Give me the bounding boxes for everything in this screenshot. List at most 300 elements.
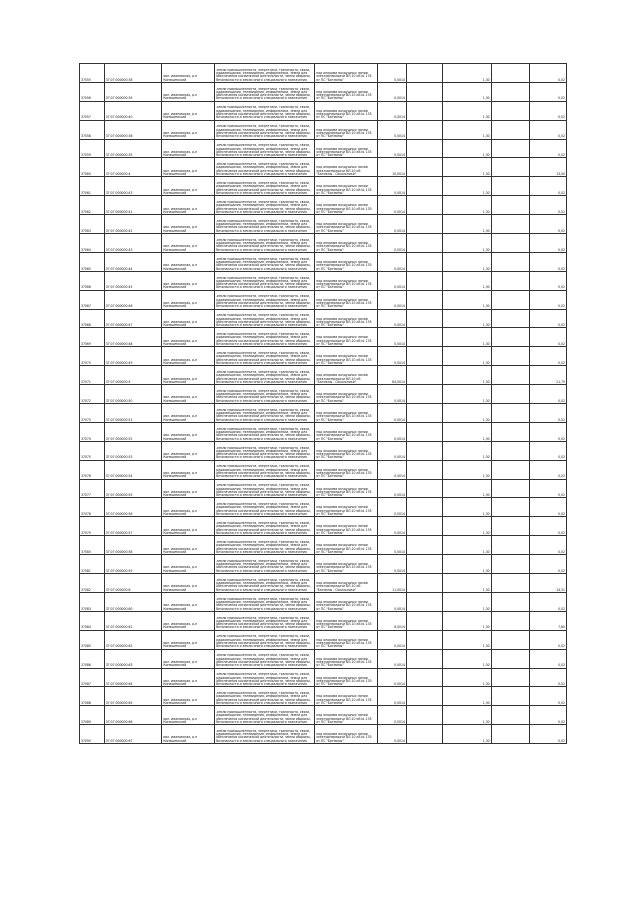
land-category-cell: Земли промышленности, энергетики, транспорта, связи, радиовещания, телевидения, информатики, земли для обеспечения космической деятельности, земли обороны, безопасности и земли иного специального назначения: [215, 290, 315, 309]
row-number: 37090: [80, 725, 105, 744]
empty-cell: [491, 120, 530, 139]
land-category-cell: Земли промышленности, энергетики, транспорта, связи, радиовещания, телевидения, информатики, земли для обеспечения космической деятельности, земли обороны, безопасности и земли иного специального назначения: [215, 687, 315, 706]
empty-cell: [491, 158, 530, 177]
empty-cell: [491, 177, 530, 196]
cadastral-number: 37:07:000000:45: [104, 271, 162, 290]
value-cell: 7,80: [530, 611, 567, 630]
row-number: 37057: [80, 101, 105, 120]
permitted-use-cell: под опорами воздушных линий электропередачи ВЛ-10 кВ № 135 от ПС "Батманы": [315, 422, 377, 441]
land-category-cell: Земли промышленности, энергетики, транспорта, связи, радиовещания, телевидения, информатики, земли для обеспечения космической деятельности, земли обороны, безопасности и земли иного специального назначения: [215, 630, 315, 649]
land-category-cell: Земли промышленности, энергетики, транспорта, связи, радиовещания, телевидения, информатики, земли для обеспечения космической деятельности, земли обороны, безопасности и земли иного специального назначения: [215, 385, 315, 404]
address-cell: обл. Ивановская, р-н Кинешемский: [162, 687, 215, 706]
empty-cell: [406, 120, 442, 139]
value-cell: 0,02: [530, 592, 567, 611]
empty-cell: [406, 234, 442, 253]
rate-cell: 1,30: [443, 215, 491, 234]
rate-cell: 1,30: [443, 725, 491, 744]
rate-cell: 1,30: [443, 366, 491, 385]
empty-cell: [406, 517, 442, 536]
empty-cell: [406, 271, 442, 290]
value-cell: 0,02: [530, 498, 567, 517]
land-category-cell: Земли промышленности, энергетики, транспорта, связи, радиовещания, телевидения, информатики, земли для обеспечения космической деятельности, земли обороны, безопасности и земли иного специального назначения: [215, 101, 315, 120]
permitted-use-cell: под опорами воздушных линий электропередачи ВЛ-10 кВ № 135 от ПС "Батманы": [315, 385, 377, 404]
value-cell: 0,02: [530, 196, 567, 215]
address-cell: обл. Ивановская, р-н Кинешемский: [162, 404, 215, 423]
rate-cell: 1,30: [443, 555, 491, 574]
table-row: [80, 234, 567, 253]
row-number: 37089: [80, 706, 105, 725]
address-cell: обл. Ивановская, р-н Кинешемский: [162, 309, 215, 328]
rate-cell: 1,30: [443, 101, 491, 120]
area-cell: 0,0014: [377, 441, 406, 460]
empty-cell: [406, 404, 442, 423]
empty-cell: [491, 630, 530, 649]
permitted-use-cell: под опорами воздушных линий электропередачи ВЛ-10 кВ № 135 от ПС "Батманы": [315, 101, 377, 120]
area-cell: 0,0014: [377, 215, 406, 234]
address-cell: обл. Ивановская, р-н Кинешемский: [162, 82, 215, 101]
empty-cell: [491, 82, 530, 101]
empty-cell: [491, 139, 530, 158]
empty-cell: [406, 479, 442, 498]
empty-cell: [406, 536, 442, 555]
table-row: [80, 536, 567, 555]
address-cell: обл. Ивановская, р-н Кинешемский: [162, 347, 215, 366]
cadastral-number: 37:07:000000:52: [104, 422, 162, 441]
address-cell: обл. Ивановская, р-н Кинешемский: [162, 158, 215, 177]
table-row: [80, 649, 567, 668]
empty-cell: [491, 309, 530, 328]
table-row: [80, 574, 567, 593]
empty-cell: [406, 366, 442, 385]
address-cell: обл. Ивановская, р-н Кинешемский: [162, 385, 215, 404]
land-category-cell: Земли промышленности, энергетики, транспорта, связи, радиовещания, телевидения, информатики, земли для обеспечения космической деятельности, земли обороны, безопасности и земли иного специального назначения: [215, 441, 315, 460]
table-row: [80, 366, 567, 385]
row-number: 37061: [80, 177, 105, 196]
table-row: [80, 479, 567, 498]
row-number: 37073: [80, 404, 105, 423]
cadastral-number: 37:07:000000:63: [104, 649, 162, 668]
permitted-use-cell: под опорами воздушных линий электропередачи ВЛ-10 кВ № 135 от ПС "Батманы": [315, 271, 377, 290]
empty-cell: [491, 252, 530, 271]
address-cell: обл. Ивановская, р-н Кинешемский: [162, 271, 215, 290]
empty-cell: [491, 536, 530, 555]
area-cell: 11,0014: [377, 574, 406, 593]
rate-cell: 1,30: [443, 82, 491, 101]
area-cell: 0,0014: [377, 120, 406, 139]
empty-cell: [491, 64, 530, 83]
empty-cell: [406, 309, 442, 328]
empty-cell: [491, 215, 530, 234]
value-cell: 0,02: [530, 630, 567, 649]
empty-cell: [491, 196, 530, 215]
area-cell: 0,0014: [377, 404, 406, 423]
land-category-cell: Земли промышленности, энергетики, транспорта, связи, радиовещания, телевидения, информатики, земли для обеспечения космической деятельности, земли обороны, безопасности и земли иного специального назначения: [215, 611, 315, 630]
empty-cell: [491, 498, 530, 517]
permitted-use-cell: под опорами воздушных линий электропередачи ВЛ-10 кВ № 135 от ПС "Батманы": [315, 725, 377, 744]
permitted-use-cell: под опорами воздушных линий электропередачи ВЛ-10 кВ № 135 от ПС "Батманы": [315, 611, 377, 630]
table-row: [80, 592, 567, 611]
area-cell: 0,0014: [377, 536, 406, 555]
area-cell: 0,0014: [377, 725, 406, 744]
cadastral-number: 37:07:000000:59: [104, 555, 162, 574]
land-category-cell: Земли промышленности, энергетики, транспорта, связи, радиовещания, телевидения, информатики, земли для обеспечения космической деятельности, земли обороны, безопасности и земли иного специального назначения: [215, 517, 315, 536]
rate-cell: 1,30: [443, 649, 491, 668]
area-cell: 0,0014: [377, 555, 406, 574]
cadastral-number: 37:07:000000:6: [104, 574, 162, 593]
rate-cell: 1,30: [443, 498, 491, 517]
table-row: [80, 101, 567, 120]
row-number: 37064: [80, 234, 105, 253]
empty-cell: [491, 611, 530, 630]
row-number: 37058: [80, 120, 105, 139]
permitted-use-cell: под опорами воздушных линий электропередачи ВЛ-10 кВ № 135 от ПС "Батманы": [315, 498, 377, 517]
address-cell: обл. Ивановская, р-н Кинешемский: [162, 668, 215, 687]
empty-cell: [406, 290, 442, 309]
value-cell: 0,02: [530, 668, 567, 687]
area-cell: 84,0014: [377, 366, 406, 385]
empty-cell: [491, 687, 530, 706]
area-cell: 0,0014: [377, 479, 406, 498]
value-cell: 0,02: [530, 234, 567, 253]
row-number: 37059: [80, 139, 105, 158]
row-number: 37069: [80, 328, 105, 347]
empty-cell: [491, 366, 530, 385]
empty-cell: [406, 158, 442, 177]
empty-cell: [491, 592, 530, 611]
empty-cell: [491, 668, 530, 687]
empty-cell: [491, 101, 530, 120]
value-cell: 0,02: [530, 706, 567, 725]
empty-cell: [406, 82, 442, 101]
permitted-use-cell: под опорами воздушных линий электропередачи ВЛ-10 кВ № 135 от ПС "Батманы": [315, 441, 377, 460]
cadastral-number: 37:07:000000:5: [104, 366, 162, 385]
row-number: 37072: [80, 385, 105, 404]
value-cell: 0,02: [530, 139, 567, 158]
rate-cell: 1,30: [443, 158, 491, 177]
empty-cell: [406, 139, 442, 158]
permitted-use-cell: под опорами воздушных линий электропередачи ВЛ-10 кВ "Батманы - Сокольники": [315, 366, 377, 385]
row-number: 37065: [80, 252, 105, 271]
permitted-use-cell: под опорами воздушных линий электропередачи ВЛ-10 кВ № 135 от ПС "Батманы": [315, 517, 377, 536]
rate-cell: 1,30: [443, 385, 491, 404]
rate-cell: 1,30: [443, 592, 491, 611]
address-cell: обл. Ивановская, р-н Кинешемский: [162, 290, 215, 309]
land-category-cell: Земли промышленности, энергетики, транспорта, связи, радиовещания, телевидения, информатики, земли для обеспечения космической деятельности, земли обороны, безопасности и земли иного специального назначения: [215, 649, 315, 668]
permitted-use-cell: под опорами воздушных линий электропередачи ВЛ-10 кВ № 135 от ПС "Батманы": [315, 139, 377, 158]
value-cell: 0,02: [530, 120, 567, 139]
value-cell: 0,02: [530, 347, 567, 366]
cadastral-number: 37:07:000000:46: [104, 290, 162, 309]
address-cell: обл. Ивановская, р-н Кинешемский: [162, 479, 215, 498]
land-category-cell: Земли промышленности, энергетики, транспорта, связи, радиовещания, телевидения, информатики, земли для обеспечения космической деятельности, земли обороны, безопасности и земли иного специального назначения: [215, 120, 315, 139]
cadastral-number: 37:07:000000:47: [104, 309, 162, 328]
cadastral-number: 37:07:000000:67: [104, 725, 162, 744]
empty-cell: [406, 177, 442, 196]
table-row: [80, 611, 567, 630]
rate-cell: 1,30: [443, 347, 491, 366]
empty-cell: [491, 555, 530, 574]
area-cell: 0,0014: [377, 309, 406, 328]
row-number: 37063: [80, 215, 105, 234]
value-cell: 0,02: [530, 517, 567, 536]
empty-cell: [406, 630, 442, 649]
rate-cell: 1,30: [443, 460, 491, 479]
table-row: [80, 517, 567, 536]
rate-cell: 1,30: [443, 139, 491, 158]
cadastral-number: 37:07:000000:39: [104, 82, 162, 101]
value-cell: 0,02: [530, 555, 567, 574]
area-cell: 0,0014: [377, 422, 406, 441]
land-category-cell: Земли промышленности, энергетики, транспорта, связи, радиовещания, телевидения, информатики, земли для обеспечения космической деятельности, земли обороны, безопасности и земли иного специального назначения: [215, 196, 315, 215]
empty-cell: [406, 687, 442, 706]
empty-cell: [406, 649, 442, 668]
value-cell: 0,02: [530, 536, 567, 555]
table-row: [80, 82, 567, 101]
permitted-use-cell: под опорами воздушных линий электропередачи ВЛ-10 кВ № 135 от ПС "Батманы": [315, 64, 377, 83]
address-cell: обл. Ивановская, р-н Кинешемский: [162, 366, 215, 385]
table-row: [80, 252, 567, 271]
area-cell: 0,0014: [377, 82, 406, 101]
table-row: [80, 196, 567, 215]
cadastral-number: 37:07:000000:61: [104, 611, 162, 630]
empty-cell: [491, 404, 530, 423]
rate-cell: 1,30: [443, 290, 491, 309]
row-number: 37083: [80, 592, 105, 611]
empty-cell: [491, 422, 530, 441]
cadastral-number: 37:07:000000:35: [104, 139, 162, 158]
cadastral-number: 37:07:000000:42: [104, 215, 162, 234]
rate-cell: 1,30: [443, 177, 491, 196]
table-row: [80, 385, 567, 404]
row-number: 37081: [80, 555, 105, 574]
rate-cell: 1,30: [443, 64, 491, 83]
table-row: [80, 309, 567, 328]
row-number: 37055: [80, 64, 105, 83]
land-category-cell: Земли промышленности, энергетики, транспорта, связи, радиовещания, телевидения, информатики, земли для обеспечения космической деятельности, земли обороны, безопасности и земли иного специального назначения: [215, 252, 315, 271]
permitted-use-cell: под опорами воздушных линий электропередачи ВЛ-10 кВ № 135 от ПС "Батманы": [315, 555, 377, 574]
cadastral-number: 37:07:000000:50: [104, 385, 162, 404]
land-category-cell: Земли промышленности, энергетики, транспорта, связи, радиовещания, телевидения, информатики, земли для обеспечения космической деятельности, земли обороны, безопасности и земли иного специального назначения: [215, 64, 315, 83]
address-cell: обл. Ивановская, р-н Кинешемский: [162, 196, 215, 215]
empty-cell: [406, 422, 442, 441]
land-category-cell: Земли промышленности, энергетики, транспорта, связи, радиовещания, телевидения, информатики, земли для обеспечения космической деятельности, земли обороны, безопасности и земли иного специального назначения: [215, 234, 315, 253]
rate-cell: 1,30: [443, 196, 491, 215]
land-category-cell: Земли промышленности, энергетики, транспорта, связи, радиовещания, телевидения, информатики, земли для обеспечения космической деятельности, земли обороны, безопасности и земли иного специального назначения: [215, 328, 315, 347]
table-row: [80, 668, 567, 687]
area-cell: 0,0014: [377, 385, 406, 404]
permitted-use-cell: под опорами воздушных линий электропередачи ВЛ-10 кВ № 135 от ПС "Батманы": [315, 82, 377, 101]
table-row: [80, 139, 567, 158]
address-cell: обл. Ивановская, р-н Кинешемский: [162, 725, 215, 744]
row-number: 37085: [80, 630, 105, 649]
permitted-use-cell: под опорами воздушных линий электропередачи ВЛ-10 кВ № 135 от ПС "Батманы": [315, 630, 377, 649]
address-cell: обл. Ивановская, р-н Кинешемский: [162, 592, 215, 611]
table-row: [80, 158, 567, 177]
row-number: 37076: [80, 460, 105, 479]
value-cell: 0,02: [530, 479, 567, 498]
value-cell: 21,79: [530, 366, 567, 385]
permitted-use-cell: под опорами воздушных линий электропередачи ВЛ-10 кВ № 135 от ПС "Батманы": [315, 668, 377, 687]
value-cell: 0,02: [530, 649, 567, 668]
rate-cell: 1,30: [443, 271, 491, 290]
land-category-cell: Земли промышленности, энергетики, транспорта, связи, радиовещания, телевидения, информатики, земли для обеспечения космической деятельности, земли обороны, безопасности и земли иного специального назначения: [215, 271, 315, 290]
area-cell: 0,0014: [377, 687, 406, 706]
rate-cell: 1,30: [443, 479, 491, 498]
rate-cell: 1,30: [443, 234, 491, 253]
permitted-use-cell: под опорами воздушных линий электропередачи ВЛ-10 кВ № 135 от ПС "Батманы": [315, 177, 377, 196]
empty-cell: [406, 555, 442, 574]
permitted-use-cell: под опорами воздушных линий электропередачи ВЛ-10 кВ № 135 от ПС "Батманы": [315, 536, 377, 555]
permitted-use-cell: под опорами воздушных линий электропередачи ВЛ-10 кВ № 135 от ПС "Батманы": [315, 347, 377, 366]
cadastral-number: 37:07:000000:55: [104, 479, 162, 498]
empty-cell: [491, 649, 530, 668]
value-cell: 0,02: [530, 404, 567, 423]
value-cell: 0,02: [530, 252, 567, 271]
area-cell: 0,0014: [377, 498, 406, 517]
rate-cell: 1,30: [443, 441, 491, 460]
cadastral-number: 37:07:000000:62: [104, 630, 162, 649]
value-cell: 0,02: [530, 271, 567, 290]
row-number: 37082: [80, 574, 105, 593]
empty-cell: [406, 385, 442, 404]
land-category-cell: Земли промышленности, энергетики, транспорта, связи, радиовещания, телевидения, информатики, земли для обеспечения космической деятельности, земли обороны, безопасности и земли иного специального назначения: [215, 479, 315, 498]
empty-cell: [406, 252, 442, 271]
permitted-use-cell: под опорами воздушных линий электропередачи ВЛ-10 кВ № 135 от ПС "Батманы": [315, 328, 377, 347]
row-number: 37056: [80, 82, 105, 101]
table-row: [80, 725, 567, 744]
cadastral-number: 37:07:000000:60: [104, 592, 162, 611]
value-cell: 0,02: [530, 385, 567, 404]
address-cell: обл. Ивановская, р-н Кинешемский: [162, 706, 215, 725]
table-row: [80, 64, 567, 83]
rate-cell: 1,30: [443, 120, 491, 139]
land-category-cell: Земли промышленности, энергетики, транспорта, связи, радиовещания, телевидения, информатики, земли для обеспечения космической деятельности, земли обороны, безопасности и земли иного специального назначения: [215, 498, 315, 517]
address-cell: обл. Ивановская, р-н Кинешемский: [162, 252, 215, 271]
address-cell: обл. Ивановская, р-н Кинешемский: [162, 517, 215, 536]
area-cell: 0,0014: [377, 347, 406, 366]
land-category-cell: Земли промышленности, энергетики, транспорта, связи, радиовещания, телевидения, информатики, земли для обеспечения космической деятельности, земли обороны, безопасности и земли иного специального назначения: [215, 347, 315, 366]
cadastral-number: 37:07:000000:56: [104, 498, 162, 517]
rate-cell: 1,30: [443, 687, 491, 706]
table-row: [80, 347, 567, 366]
area-cell: 0,0014: [377, 271, 406, 290]
empty-cell: [491, 441, 530, 460]
table-row: [80, 555, 567, 574]
row-number: 37078: [80, 498, 105, 517]
cadastral-number: 37:07:000000:65: [104, 687, 162, 706]
empty-cell: [406, 196, 442, 215]
area-cell: 0,0014: [377, 196, 406, 215]
row-number: 37077: [80, 479, 105, 498]
empty-cell: [406, 611, 442, 630]
rate-cell: 1,30: [443, 611, 491, 630]
rate-cell: 1,30: [443, 536, 491, 555]
address-cell: обл. Ивановская, р-н Кинешемский: [162, 328, 215, 347]
address-cell: обл. Ивановская, р-н Кинешемский: [162, 611, 215, 630]
permitted-use-cell: под опорами воздушных линий электропередачи ВЛ-10 кВ № 135 от ПС "Батманы": [315, 592, 377, 611]
area-cell: 0,0014: [377, 64, 406, 83]
address-cell: обл. Ивановская, р-н Кинешемский: [162, 536, 215, 555]
empty-cell: [491, 290, 530, 309]
empty-cell: [491, 347, 530, 366]
empty-cell: [406, 215, 442, 234]
value-cell: 0,02: [530, 82, 567, 101]
row-number: 37075: [80, 441, 105, 460]
land-category-cell: Земли промышленности, энергетики, транспорта, связи, радиовещания, телевидения, информатики, земли для обеспечения космической деятельности, земли обороны, безопасности и земли иного специального назначения: [215, 158, 315, 177]
area-cell: 0,0014: [377, 706, 406, 725]
cadastral-number: 37:07:000000:64: [104, 668, 162, 687]
permitted-use-cell: под опорами воздушных линий электропередачи ВЛ-10 кВ № 135 от ПС "Батманы": [315, 215, 377, 234]
rate-cell: 1,30: [443, 574, 491, 593]
value-cell: 0,02: [530, 460, 567, 479]
empty-cell: [406, 328, 442, 347]
row-number: 37067: [80, 290, 105, 309]
empty-cell: [491, 725, 530, 744]
rate-cell: 1,30: [443, 517, 491, 536]
empty-cell: [491, 234, 530, 253]
value-cell: 0,02: [530, 687, 567, 706]
empty-cell: [406, 101, 442, 120]
empty-cell: [406, 460, 442, 479]
land-category-cell: Земли промышленности, энергетики, транспорта, связи, радиовещания, телевидения, информатики, земли для обеспечения космической деятельности, земли обороны, безопасности и земли иного специального назначения: [215, 668, 315, 687]
empty-cell: [491, 517, 530, 536]
value-cell: 0,02: [530, 309, 567, 328]
permitted-use-cell: под опорами воздушных линий электропередачи ВЛ-10 кВ № 135 от ПС "Батманы": [315, 290, 377, 309]
table-row: [80, 441, 567, 460]
land-category-cell: Земли промышленности, энергетики, транспорта, связи, радиовещания, телевидения, информатики, земли для обеспечения космической деятельности, земли обороны, безопасности и земли иного специального назначения: [215, 422, 315, 441]
land-category-cell: Земли промышленности, энергетики, транспорта, связи, радиовещания, телевидения, информатики, земли для обеспечения космической деятельности, земли обороны, безопасности и земли иного специального назначения: [215, 460, 315, 479]
permitted-use-cell: под опорами воздушных линий электропередачи ВЛ-10 кВ "Батманы - Сокольники": [315, 574, 377, 593]
area-cell: 0,0014: [377, 252, 406, 271]
cadastral-number: 37:07:000000:38: [104, 64, 162, 83]
row-number: 37062: [80, 196, 105, 215]
value-cell: 0,02: [530, 64, 567, 83]
table-row: [80, 498, 567, 517]
address-cell: обл. Ивановская, р-н Кинешемский: [162, 555, 215, 574]
cadastral-number: 37:07:000000:53: [104, 441, 162, 460]
area-cell: 0,0014: [377, 290, 406, 309]
area-cell: 0,0014: [377, 630, 406, 649]
cadastral-number: 37:07:000000:36: [104, 120, 162, 139]
address-cell: обл. Ивановская, р-н Кинешемский: [162, 234, 215, 253]
value-cell: 0,02: [530, 215, 567, 234]
land-category-cell: Земли промышленности, энергетики, транспорта, связи, радиовещания, телевидения, информатики, земли для обеспечения космической деятельности, земли обороны, безопасности и земли иного специального назначения: [215, 177, 315, 196]
rate-cell: 1,30: [443, 309, 491, 328]
row-number: 37074: [80, 422, 105, 441]
address-cell: обл. Ивановская, р-н Кинешемский: [162, 649, 215, 668]
row-number: 37088: [80, 687, 105, 706]
land-category-cell: Земли промышленности, энергетики, транспорта, связи, радиовещания, телевидения, информатики, земли для обеспечения космической деятельности, земли обороны, безопасности и земли иного специального назначения: [215, 404, 315, 423]
address-cell: обл. Ивановская, р-н Кинешемский: [162, 120, 215, 139]
address-cell: обл. Ивановская, р-н Кинешемский: [162, 630, 215, 649]
cadastral-number: 37:07:000000:4: [104, 158, 162, 177]
permitted-use-cell: под опорами воздушных линий электропередачи ВЛ-10 кВ № 135 от ПС "Батманы": [315, 649, 377, 668]
value-cell: 0,02: [530, 101, 567, 120]
area-cell: 0,0014: [377, 592, 406, 611]
empty-cell: [406, 498, 442, 517]
area-cell: 0,0014: [377, 649, 406, 668]
address-cell: обл. Ивановская, р-н Кинешемский: [162, 64, 215, 83]
land-category-cell: Земли промышленности, энергетики, транспорта, связи, радиовещания, телевидения, информатики, земли для обеспечения космической деятельности, земли обороны, безопасности и земли иного специального назначения: [215, 592, 315, 611]
address-cell: обл. Ивановская, р-н Кинешемский: [162, 574, 215, 593]
rate-cell: 1,30: [443, 328, 491, 347]
empty-cell: [491, 328, 530, 347]
address-cell: обл. Ивановская, р-н Кинешемский: [162, 460, 215, 479]
empty-cell: [406, 441, 442, 460]
empty-cell: [491, 479, 530, 498]
empty-cell: [406, 64, 442, 83]
cadastral-number: 37:07:000000:41: [104, 196, 162, 215]
